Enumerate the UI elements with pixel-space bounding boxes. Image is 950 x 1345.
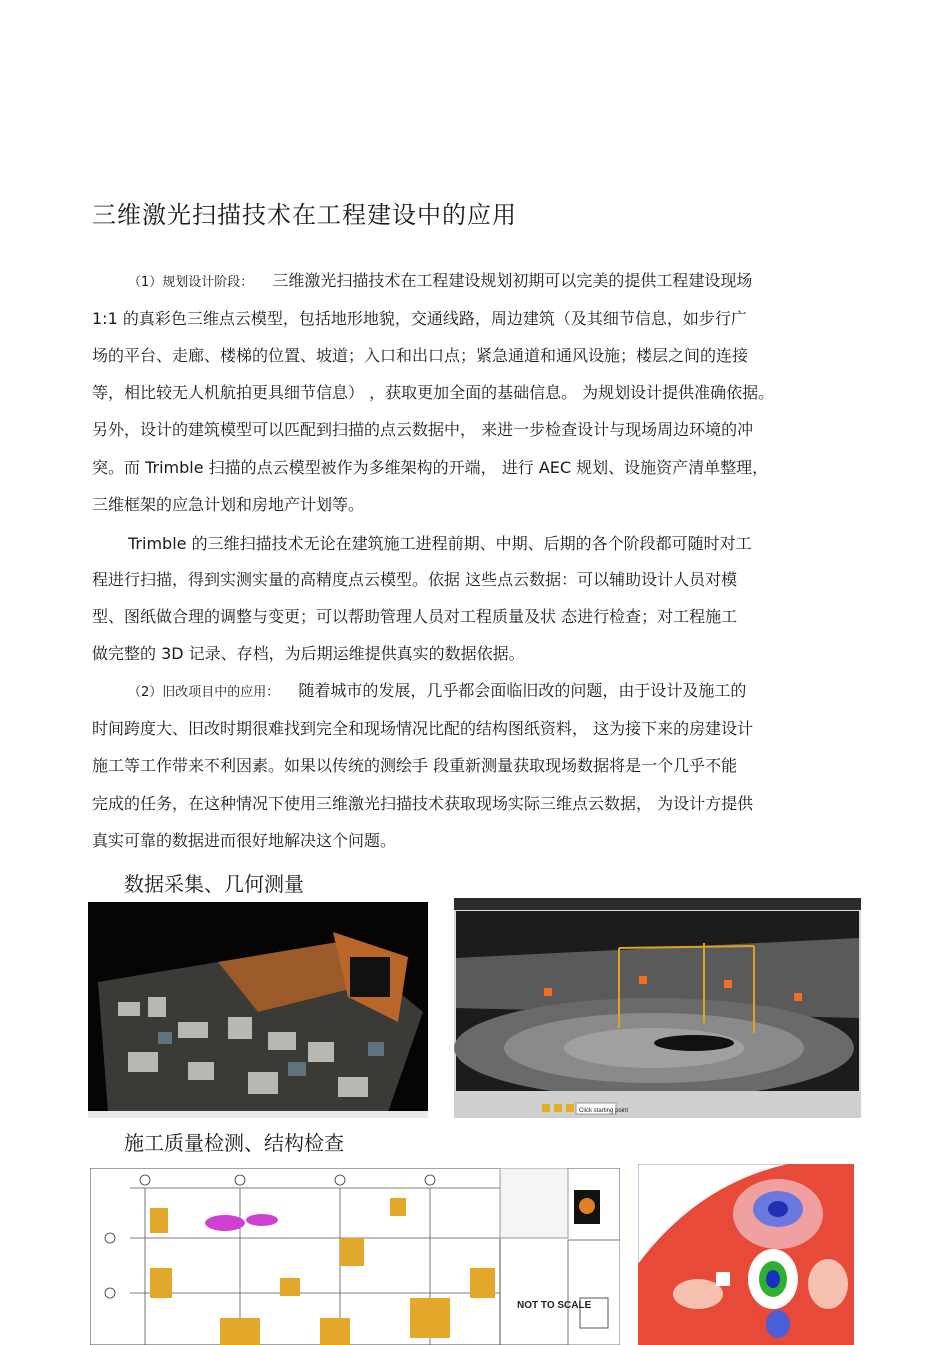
not-to-scale-stamp: NOT TO SCALE	[517, 1300, 592, 1311]
para2-line-3: 做完整的 3D 记录、存档，为后期运维提供真实的数据依据。	[92, 644, 525, 663]
para1-line-4: 另外，设计的建筑模型可以匹配到扫描的点云数据中， 来进一步检查设计与现场周边环境的冲	[92, 420, 754, 439]
para1-line-3: 等，相比较无人机航拍更具细节信息） ，获取更加全面的基础信息。 为规划设计提供准确依据。	[92, 383, 775, 402]
para1-line-0: （1）规划设计阶段： 三维激光扫描技术在工程建设规划初期可以完美的提供工程建设现场	[128, 271, 753, 290]
para2-line-1: 程进行扫描，得到实测实量的高精度点云模型。依据 这些点云数据：可以辅助设计人员对模	[92, 570, 738, 589]
para1-label: （1）规划设计阶段：	[128, 275, 254, 290]
para1-line-5: 突。而 Trimble 扫描的点云模型被作为多维架构的开端， 进行 AEC 规划、设施资产清单整理，	[92, 458, 769, 477]
page-title: 三维激光扫描技术在工程建设中的应用	[92, 201, 517, 229]
section-heading-data-collection: 数据采集、几何测量	[124, 872, 304, 896]
para3-line-1: 时间跨度大、旧改时期很难找到完全和现场情况比配的结构图纸资料， 这为接下来的房建设计	[92, 719, 754, 738]
heat-map-image	[638, 1164, 854, 1345]
scan-software-image	[454, 898, 861, 1118]
para1-line-1: 1:1 的真彩色三维点云模型，包括地形地貌，交通线路，周边建筑（及其细节信息，如步行广	[92, 309, 747, 328]
para1-line-6: 三维框架的应急计划和房地产计划等。	[92, 495, 365, 514]
scan-caption: Click starting point	[579, 1108, 629, 1114]
para2-line-0: Trimble 的三维扫描技术无论在建筑施工进程前期、中期、后期的各个阶段都可随时对工	[128, 534, 752, 553]
para3-line-0: （2）旧改项目中的应用： 随着城市的发展，几乎都会面临旧改的问题，由于设计及施工的	[128, 681, 747, 700]
para1-line-2: 场的平台、走廊、楼梯的位置、坡道；入口和出口点；紧急通道和通风设施；楼层之间的连接	[92, 346, 749, 365]
point-cloud-building-image	[88, 902, 428, 1118]
floor-plan-image	[90, 1168, 620, 1345]
section-heading-quality: 施工质量检测、结构检查	[124, 1131, 344, 1155]
para3-label: （2）旧改项目中的应用：	[128, 685, 280, 700]
para2-line-2: 型、图纸做合理的调整与变更；可以帮助管理人员对工程质量及状 态进行检查；对工程施工	[92, 607, 738, 626]
para3-line-3: 完成的任务，在这种情况下使用三维激光扫描技术获取现场实际三维点云数据， 为设计方提供	[92, 794, 754, 813]
para3-line-4: 真实可靠的数据进而很好地解决这个问题。	[92, 831, 397, 850]
para3-line-2: 施工等工作带来不利因素。如果以传统的测绘手 段重新测量获取现场数据将是一个几乎不能	[92, 756, 738, 775]
